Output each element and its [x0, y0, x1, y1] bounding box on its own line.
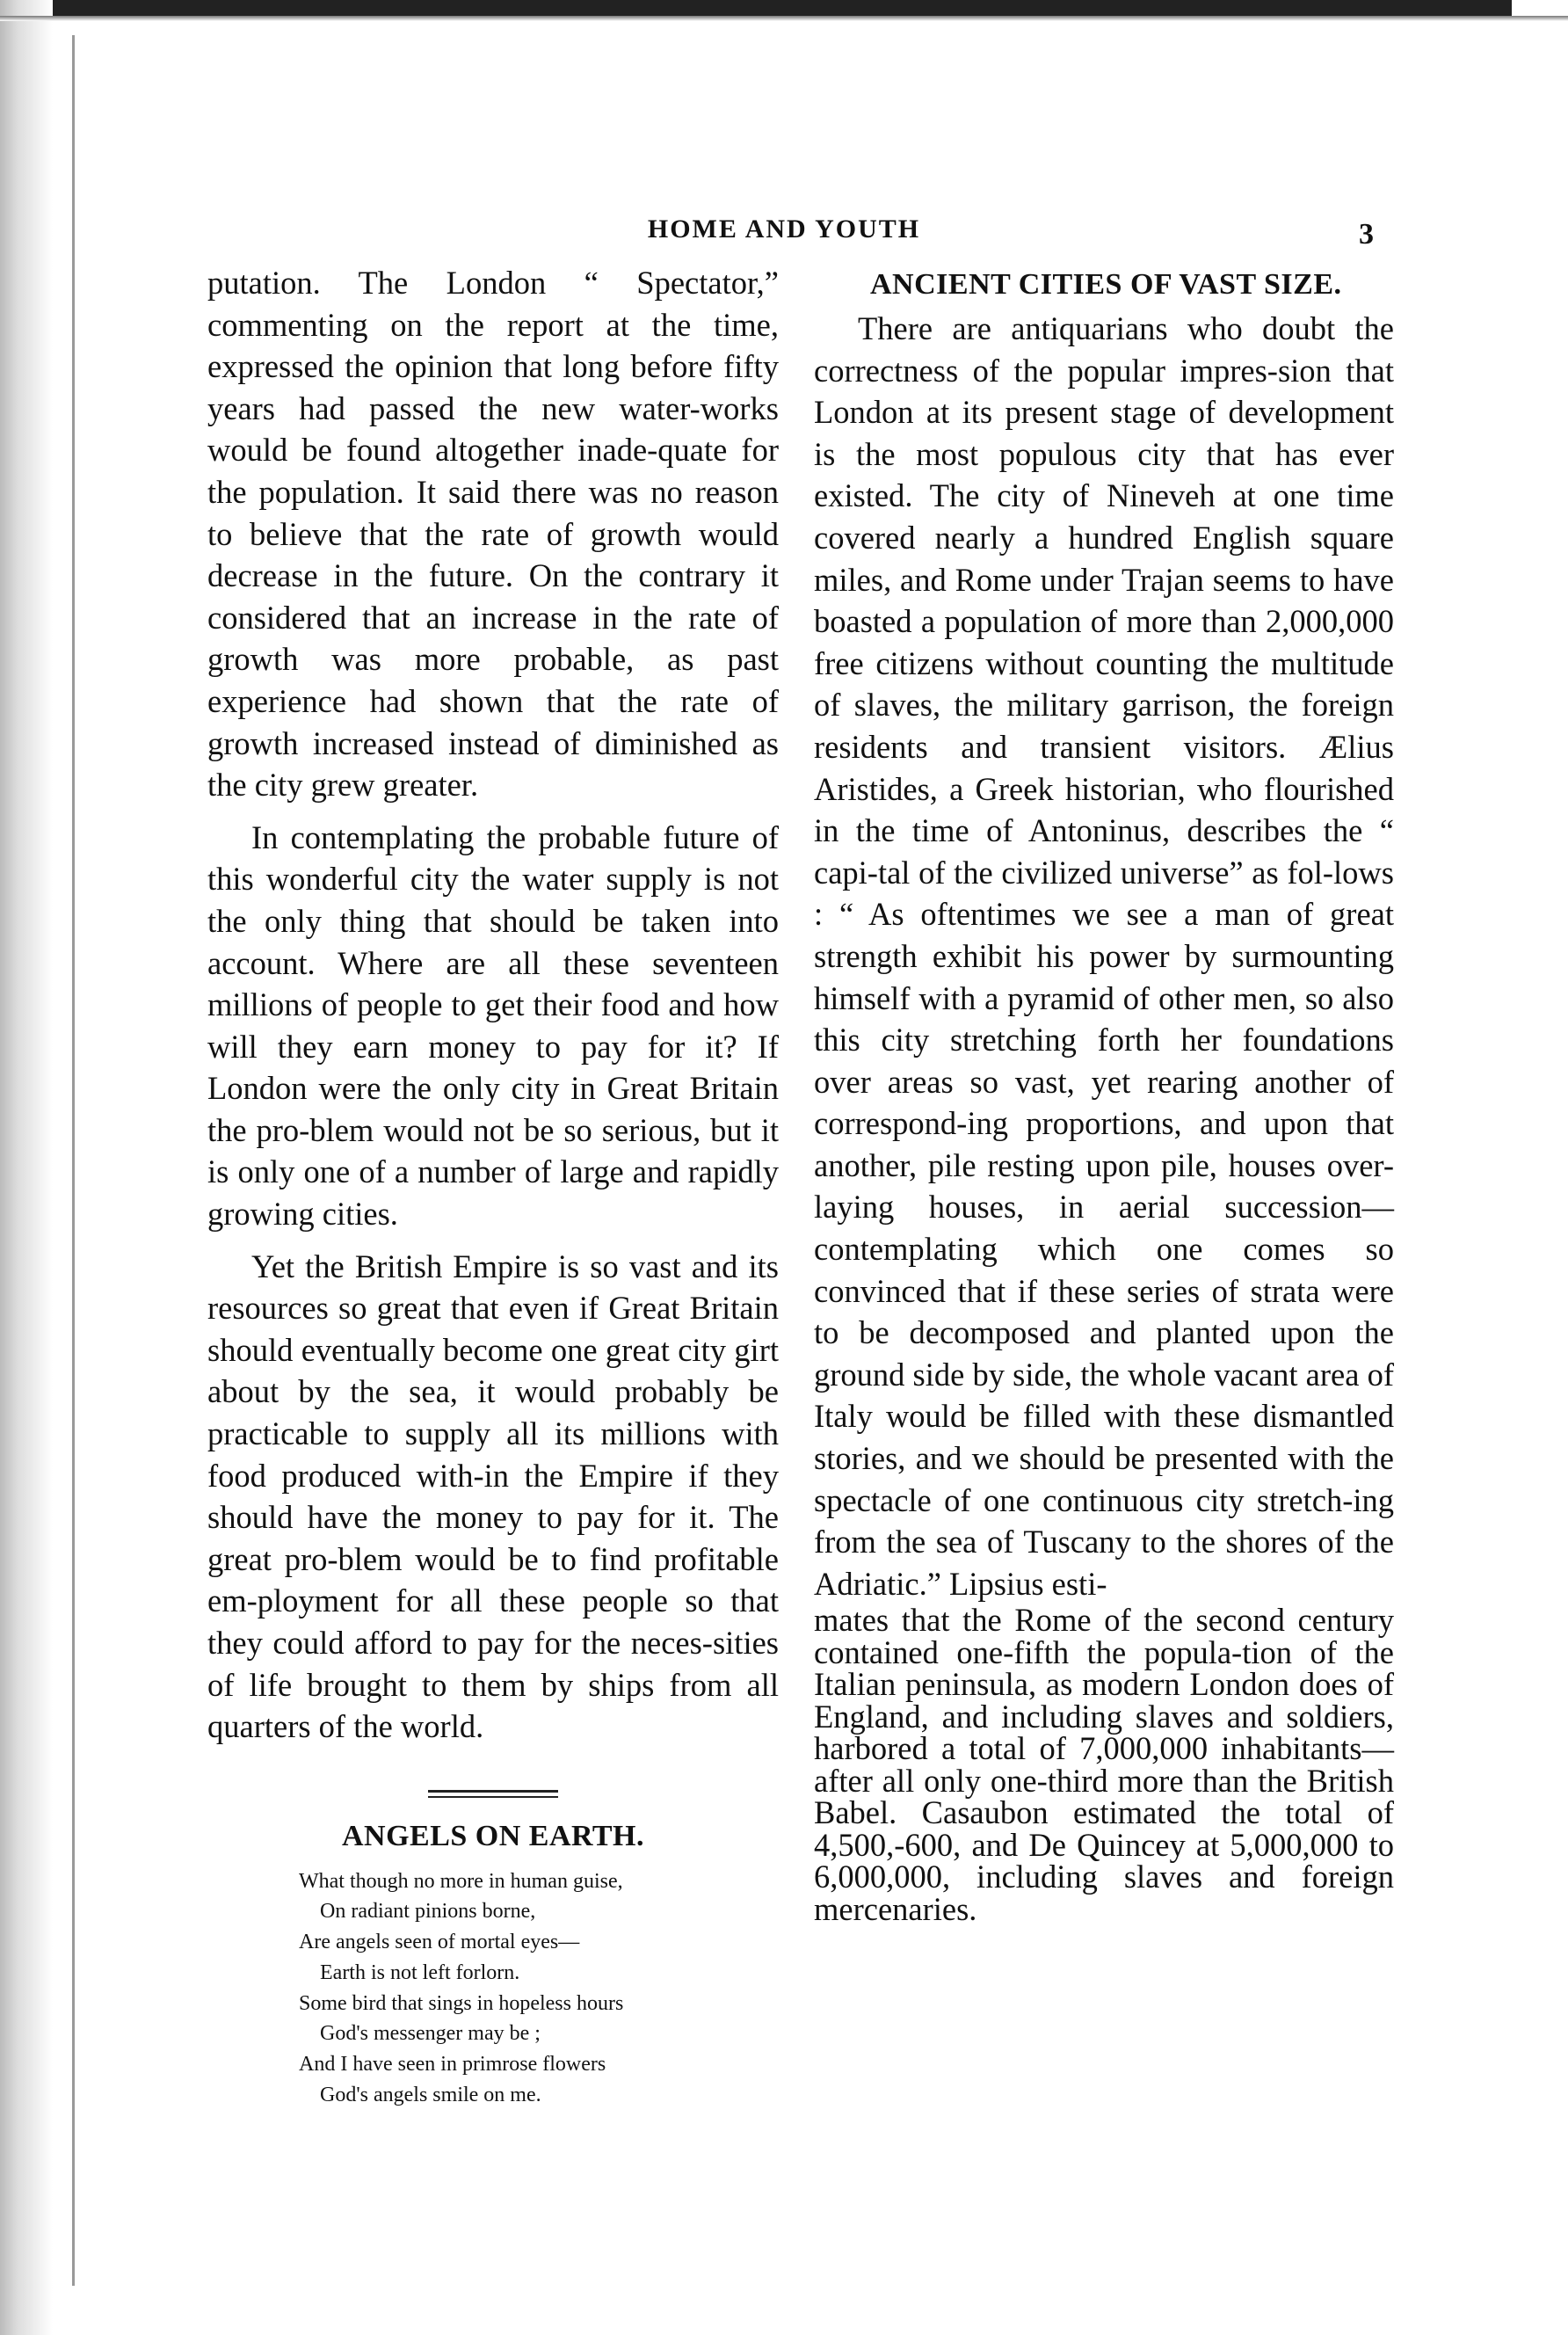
- poem-title: ANGELS ON EARTH.: [341, 1819, 645, 1852]
- poem: [207, 1866, 779, 2111]
- body-paragraph: There are antiquarians who doubt the correctness of the popular impres-sion that London at its present stage of development is the most populous city that has ever existed. The city of Nineveh at one time covered nearly a hundred English square miles, and Rome under Trajan seems to have boasted a population of more than 2,000,000 free citizens without counting the multitude of slaves, the military garrison, the foreign residents and transient visitors. Ælius Aristides, a Greek historian, who flourished in the time of Antoninus, describes the “ capi-tal of the civilized universe” as fol-lows : “ As oftentimes we see a man of great strength exhibit his power by surmounting himself with a pyramid of other men, so also this city stretching forth her foundations over areas so vast, yet rearing another of correspond-ing proportions, and upon that another, pile resting upon pile, houses over-laying houses, in aerial succession—contemplating which one comes so convinced that if these series of strata were to be decomposed and planted upon the ground side by side, the whole vacant area of Italy would be filled with these dismantled stories, and we should be presented with the spectacle of one continuous city stretch-ing from the sea of Tuscany to the shores of the Adriatic.” Lipsius esti-: [814, 310, 1394, 1602]
- poem-line: On radiant pinions borne,: [320, 1900, 536, 1924]
- article-heading: ANCIENT CITIES OF VAST SIZE.: [870, 268, 1342, 301]
- poem-line: And I have seen in primrose flowers: [299, 2053, 606, 2076]
- poem-line: God's messenger may be ;: [320, 2022, 541, 2046]
- page-number: 3: [1359, 218, 1374, 251]
- right-column: [814, 266, 1394, 1925]
- poem-line: God's angels smile on me.: [320, 2083, 541, 2106]
- body-paragraph-continued: mates that the Rome of the second century contained one-fifth the popula-tion of the Italian peninsula, as modern London does of England, and including slaves and soldiers, harbored a total of 7,000,000 inhabitants—after all only one-third more than the British Babel. Casaubon estimated the total of 4,500,-600, and De Quincey at 5,000,000 to 6,000,000, including slaves and foreign mercenaries.: [814, 1602, 1394, 1927]
- poem-line: Earth is not left forlorn.: [320, 1960, 520, 1984]
- body-paragraph: Yet the British Empire is so vast and its resources so great that even if Great Britain should eventually become one great city girt about by the sea, it would probably be practicable to supply all its millions with food produced with-in the Empire if they should have the money to pay for it. The great pro-blem would be to find profitable em-ployment for all these people so that they could afford to pay for the neces-sities of life brought to them by ships from all quarters of the world.: [207, 1248, 779, 1745]
- running-title: HOME AND YOUTH: [647, 215, 921, 244]
- left-column: [207, 262, 779, 2110]
- poem-line: Are angels seen of mortal eyes—: [299, 1931, 580, 1954]
- body-paragraph: putation. The London “ Spectator,” commenting on the report at the time, expressed the opinion that long before fifty years had passed the new water-works would be found altogether inade-quate for the population. It said there was no reason to believe that the rate of growth would decrease in the future. On the contrary it considered that an increase in the rate of growth was more probable, as past experience had shown that the rate of growth increased instead of diminished as the city grew greater.: [207, 265, 779, 804]
- section-divider: [428, 1790, 558, 1798]
- poem-line: Some bird that sings in hopeless hours: [299, 1991, 624, 2015]
- body-paragraph: In contemplating the probable future of this wonderful city the water supply is not the only thing that should be taken into account. Where are all these seventeen millions of people to get their food and how will they earn money to pay for it? If London were the only city in Great Britain the pro-blem would not be so serious, but it is only one of a number of large and rapidly growing cities.: [207, 818, 779, 1233]
- poem-line: What though no more in human guise,: [299, 1869, 623, 1893]
